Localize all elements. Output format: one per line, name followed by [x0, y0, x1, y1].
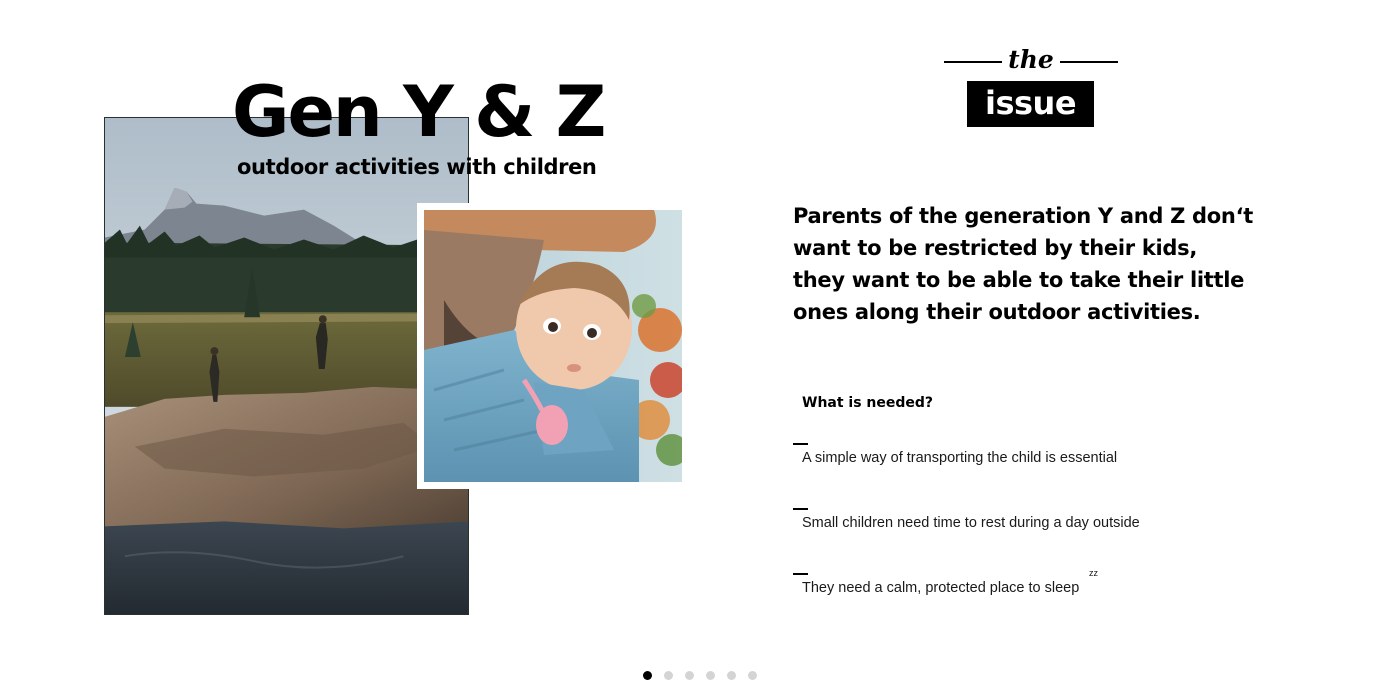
badge-small-word: the	[1008, 45, 1054, 74]
landscape-photo	[104, 117, 469, 615]
statement-line: Parents of the generation Y and Z don‘t	[793, 204, 1253, 228]
page-title: Gen Y & Z	[232, 71, 605, 153]
needs-heading: What is needed?	[802, 395, 934, 411]
need-item	[793, 568, 1213, 603]
dash-icon	[793, 443, 808, 445]
sleep-mark: zz	[1089, 568, 1098, 578]
pagination-dot[interactable]	[748, 671, 757, 680]
pagination-dot[interactable]	[664, 671, 673, 680]
divider-line	[1060, 61, 1118, 63]
dash-icon	[793, 573, 808, 575]
pagination-dot[interactable]	[685, 671, 694, 680]
need-item-text: They need a calm, protected place to sleep	[802, 580, 1080, 596]
need-item	[793, 443, 1213, 473]
need-item-text: Small children need time to rest during a day outside	[802, 515, 1140, 531]
pagination-dot[interactable]	[643, 671, 652, 680]
need-item	[793, 508, 1213, 538]
statement-line: ones along their outdoor activities.	[793, 300, 1201, 324]
badge-top-row	[944, 44, 1118, 76]
issue-statement	[793, 200, 1273, 328]
pagination-dot[interactable]	[706, 671, 715, 680]
statement-line: they want to be able to take their little	[793, 268, 1245, 292]
page-subtitle: outdoor activities with children	[237, 155, 597, 179]
pagination-dot[interactable]	[727, 671, 736, 680]
issue-badge	[944, 44, 1118, 128]
statement-line: want to be restricted by their kids,	[793, 236, 1198, 260]
pagination-dots	[643, 671, 757, 681]
need-item-text: A simple way of transporting the child is essential	[802, 450, 1118, 466]
father-baby-photo	[417, 203, 689, 489]
father-baby-illustration	[424, 210, 682, 482]
dash-icon	[793, 508, 808, 510]
landscape-illustration	[105, 118, 468, 614]
divider-line	[944, 61, 1002, 63]
badge-large-word: issue	[967, 81, 1094, 127]
